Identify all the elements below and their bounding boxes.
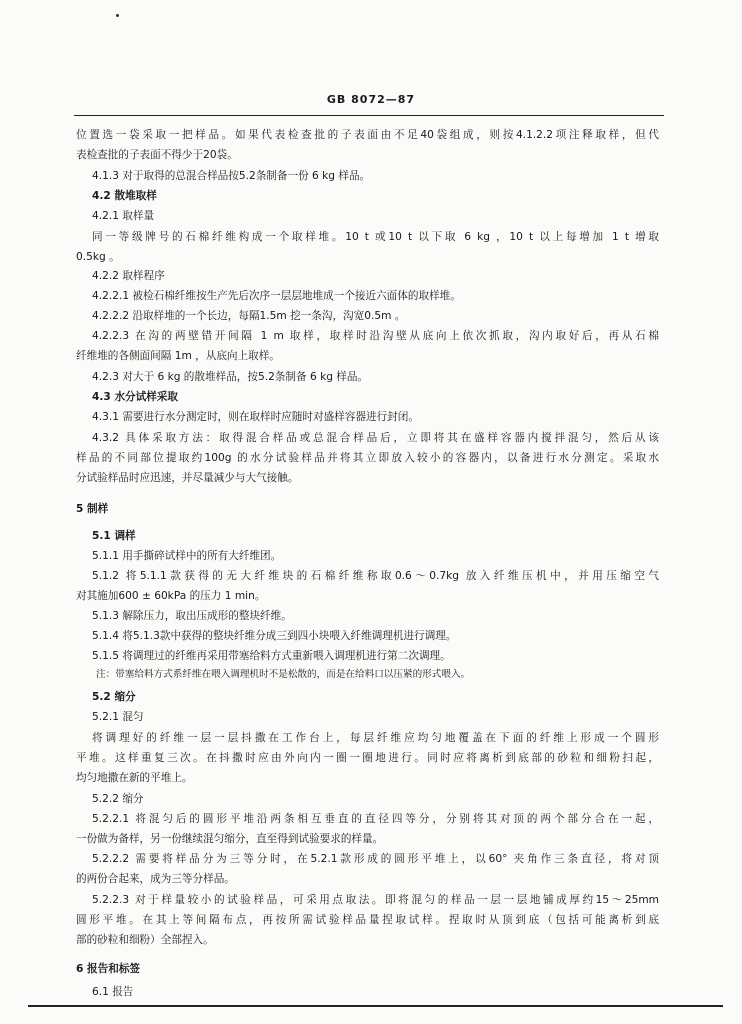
clause-4-2-2-2: 4.2.2.2 沿取样堆的一个长边，每隔1.5m 挖一条沟，沟宽0.5m 。 xyxy=(92,310,406,322)
text-line: 对其施加600 ± 60kPa 的压力 1 min。 xyxy=(76,590,266,602)
clause-5-1-3: 5.1.3 解除压力，取出压成形的整块纤维。 xyxy=(92,610,292,622)
clause-5-1-4: 5.1.4 将5.1.3款中获得的整块纤维分成三到四小块喂入纤维调理机进行调理。 xyxy=(92,630,457,642)
note-5-1-5: 注：带塞给料方式系纤维在喂入调理机时不是松散的，而是在给料口以压紧的形式喂入。 xyxy=(96,669,471,680)
clause-5-2-2-heading: 5.2.2 缩分 xyxy=(92,793,144,805)
footer-rule xyxy=(28,1005,723,1007)
section-4-2-heading: 4.2 散堆取样 xyxy=(92,190,157,202)
clause-5-1-5: 5.1.5 将调理过的纤维再采用带塞给料方式重新喂入调理机进行第二次调理。 xyxy=(92,650,451,662)
text-line: 0.5kg 。 xyxy=(76,251,120,263)
clause-5-2-1-heading: 5.2.1 混匀 xyxy=(92,711,144,723)
clause-5-2-2-3: 5.2.2.3 对于样量较小的试验样品，可采用点取法。即将混匀的样品一层一层地铺成厚约15～25mm xyxy=(92,894,659,906)
clause-4-1-3: 4.1.3 对于取得的总混合样品按5.2条制备一份 6 kg 样品。 xyxy=(92,170,371,182)
section-5-heading: 5 制样 xyxy=(76,503,109,515)
clause-4-2-2-3: 4.2.2.3 在沟的两壁错开间隔 1 m 取样，取样时沿沟壁从底向上依次抓取，沟内取好后，再从石棉 xyxy=(92,330,659,342)
section-5-1-heading: 5.1 调样 xyxy=(92,530,136,542)
section-5-2-heading: 5.2 缩分 xyxy=(92,691,136,703)
clause-5-2-2-2: 5.2.2.2 需要将样品分为三等分时，在5.2.1款形成的圆形平堆上，以60° 夹角作三条直径，将对顶 xyxy=(92,853,659,865)
clause-5-1-2: 5.1.2 将5.1.1款获得的无大纤维块的石棉纤维称取0.6～0.7kg 放入纤维压机中，并用压缩空气 xyxy=(92,570,659,582)
section-4-3-heading: 4.3 水分试样采取 xyxy=(92,391,179,403)
header-rule xyxy=(74,115,664,116)
clause-5-1-1: 5.1.1 用手撕碎试样中的所有大纤维团。 xyxy=(92,550,282,562)
text-line: 平堆。这样重复三次。在抖撒时应由外向内一圈一圈地进行。同时应将离析到底部的砂粒和细粉扫起， xyxy=(76,752,659,764)
text-line: 表检查批的子表面不得少于20袋。 xyxy=(76,149,238,161)
page-header-standard-number: GB 8072—87 xyxy=(326,93,416,106)
clause-4-2-2-1: 4.2.2.1 被检石棉纤维按生产先后次序一层层地堆成一个接近六面体的取样堆。 xyxy=(92,290,461,302)
clause-4-2-2-heading: 4.2.2 取样程序 xyxy=(92,270,165,282)
text-line: 部的砂粒和细粉）全部捏入。 xyxy=(76,934,214,946)
scan-speck xyxy=(116,14,119,17)
clause-4-3-2: 4.3.2 具体采取方法：取得混合样品或总混合样品后，立即将其在盛样容器内搅拌混匀，然后从该 xyxy=(92,432,659,444)
text-line: 样品的不同部位提取约100g 的水分试验样品并将其立即放入较小的容器内，以备进行水分测定。采取水 xyxy=(76,452,659,464)
clause-5-2-2-1: 5.2.2.1 将混匀后的圆形平堆沿两条相互垂直的直径四等分，分别将其对顶的两个部分合在一起， xyxy=(92,813,659,825)
clause-4-2-1-heading: 4.2.1 取样量 xyxy=(92,210,155,222)
section-6-heading: 6 报告和标签 xyxy=(76,963,141,975)
text-line: 一份做为备样，另一份继续混匀缩分，直至得到试验要求的样量。 xyxy=(76,833,384,845)
text-line: 的两份合起来，成为三等分样品。 xyxy=(76,873,235,885)
text-line: 圆形平堆。在其上等间隔布点，再按所需试验样品量捏取试样。捏取时从顶到底（包括可能离析到底 xyxy=(76,914,659,926)
text-line: 纤维堆的各侧面间隔 1m ，从底向上取样。 xyxy=(76,350,280,362)
text-line: 分试验样品时应迅速，并尽量减少与大气接触。 xyxy=(76,472,299,484)
text-line: 同一等级牌号的石棉纤维构成一个取样堆。10 t 或10 t 以下取 6 kg ，10 t 以上每增加 1 t 增取 xyxy=(92,231,659,243)
text-line: 位置选一袋采取一把样品。如果代表检查批的子表面由不足40袋组成，则按4.1.2.2项注释取样，但代 xyxy=(76,129,659,141)
clause-4-2-3: 4.2.3 对大于 6 kg 的散堆样品，按5.2条制备 6 kg 样品。 xyxy=(92,371,369,383)
clause-4-3-1: 4.3.1 需要进行水分测定时，则在取样时应随时对盛样容器进行封闭。 xyxy=(92,411,419,423)
text-line: 将调理好的纤维一层一层抖撒在工作台上，每层纤维应均匀地覆盖在下面的纤维上形成一个圆形 xyxy=(92,732,659,744)
section-6-1-heading: 6.1 报告 xyxy=(92,986,134,998)
text-line: 均匀地撒在新的平堆上。 xyxy=(76,772,193,784)
